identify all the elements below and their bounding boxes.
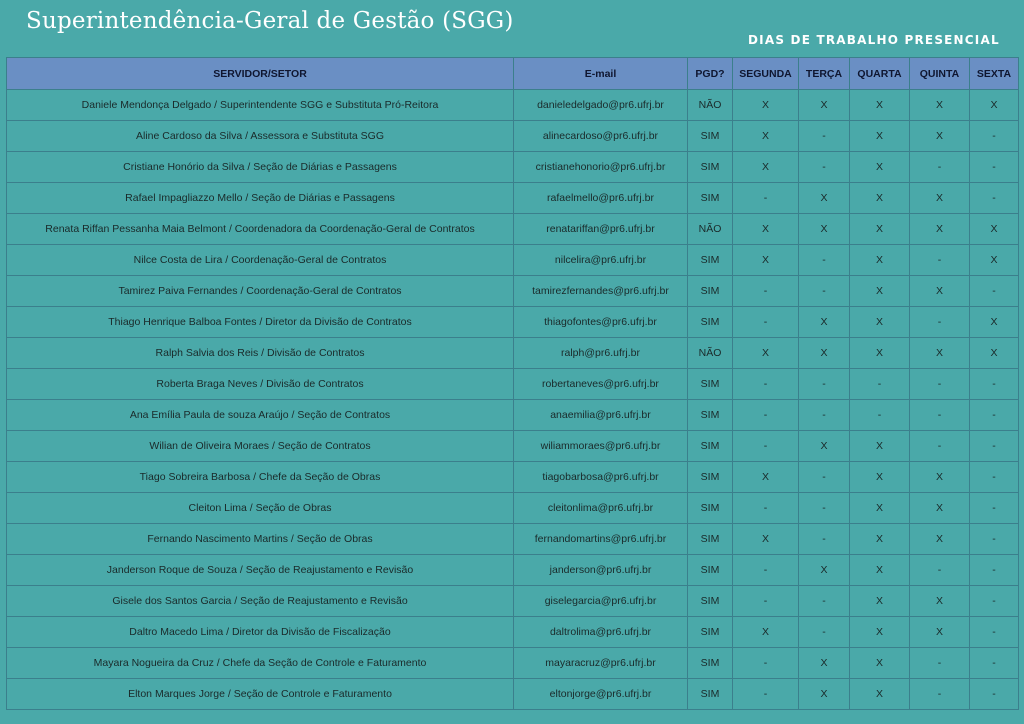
terca-cell: X [799, 214, 850, 245]
table-row [7, 462, 1019, 493]
segunda-cell: - [733, 493, 799, 524]
servidor-cell: Renata Riffan Pessanha Maia Belmont / Coordenadora da Coordenação-Geral de Contratos [7, 214, 514, 245]
segunda-cell: X [733, 245, 799, 276]
pgd-cell: SIM [688, 183, 733, 214]
quarta-cell: X [850, 617, 910, 648]
segunda-cell: X [733, 121, 799, 152]
sexta-cell: - [970, 121, 1019, 152]
pgd-cell: SIM [688, 276, 733, 307]
table-row [7, 307, 1019, 338]
pgd-cell: SIM [688, 524, 733, 555]
quinta-cell: X [910, 183, 970, 214]
segunda-cell: - [733, 369, 799, 400]
col-terca: TERÇA [799, 58, 850, 90]
quinta-cell: - [910, 555, 970, 586]
sexta-cell: - [970, 462, 1019, 493]
terca-cell: - [799, 276, 850, 307]
terca-cell: X [799, 679, 850, 710]
sexta-cell: - [970, 400, 1019, 431]
sexta-cell: - [970, 617, 1019, 648]
email-cell: mayaracruz@pr6.ufrj.br [514, 648, 688, 679]
segunda-cell: - [733, 555, 799, 586]
pgd-cell: SIM [688, 121, 733, 152]
email-cell: wiliammoraes@pr6.ufrj.br [514, 431, 688, 462]
terca-cell: - [799, 617, 850, 648]
segunda-cell: - [733, 276, 799, 307]
quarta-cell: X [850, 121, 910, 152]
terca-cell: - [799, 400, 850, 431]
sexta-cell: - [970, 555, 1019, 586]
section-subtitle: DIAS DE TRABALHO PRESENCIAL [748, 33, 1000, 47]
servidor-cell: Ana Emília Paula de souza Araújo / Seção de Contratos [7, 400, 514, 431]
email-cell: eltonjorge@pr6.ufrj.br [514, 679, 688, 710]
pgd-cell: NÃO [688, 214, 733, 245]
email-cell: thiagofontes@pr6.ufrj.br [514, 307, 688, 338]
quarta-cell: X [850, 245, 910, 276]
terca-cell: X [799, 183, 850, 214]
servidor-cell: Nilce Costa de Lira / Coordenação-Geral de Contratos [7, 245, 514, 276]
col-servidor: SERVIDOR/SETOR [7, 58, 514, 90]
sexta-cell: - [970, 493, 1019, 524]
quarta-cell: X [850, 214, 910, 245]
pgd-cell: SIM [688, 400, 733, 431]
sexta-cell: X [970, 307, 1019, 338]
segunda-cell: X [733, 524, 799, 555]
servidor-cell: Ralph Salvia dos Reis / Divisão de Contratos [7, 338, 514, 369]
sexta-cell: - [970, 431, 1019, 462]
table-row [7, 338, 1019, 369]
email-cell: robertaneves@pr6.ufrj.br [514, 369, 688, 400]
quarta-cell: X [850, 307, 910, 338]
terca-cell: X [799, 431, 850, 462]
table-row [7, 555, 1019, 586]
pgd-cell: NÃO [688, 90, 733, 121]
terca-cell: - [799, 152, 850, 183]
terca-cell: - [799, 245, 850, 276]
quarta-cell: X [850, 90, 910, 121]
email-cell: cristianehonorio@pr6.ufrj.br [514, 152, 688, 183]
table-row [7, 152, 1019, 183]
sexta-cell: - [970, 524, 1019, 555]
pgd-cell: SIM [688, 369, 733, 400]
segunda-cell: X [733, 462, 799, 493]
table-row [7, 214, 1019, 245]
quinta-cell: X [910, 462, 970, 493]
servidor-cell: Cleiton Lima / Seção de Obras [7, 493, 514, 524]
col-sexta: SEXTA [970, 58, 1019, 90]
servidor-cell: Mayara Nogueira da Cruz / Chefe da Seção de Controle e Faturamento [7, 648, 514, 679]
table-row [7, 276, 1019, 307]
col-pgd: PGD? [688, 58, 733, 90]
quarta-cell: X [850, 338, 910, 369]
quarta-cell: X [850, 183, 910, 214]
sexta-cell: - [970, 152, 1019, 183]
servidor-cell: Janderson Roque de Souza / Seção de Reajustamento e Revisão [7, 555, 514, 586]
email-cell: ralph@pr6.ufrj.br [514, 338, 688, 369]
quarta-cell: X [850, 524, 910, 555]
email-cell: rafaelmello@pr6.ufrj.br [514, 183, 688, 214]
quinta-cell: - [910, 152, 970, 183]
servidor-cell: Daltro Macedo Lima / Diretor da Divisão de Fiscalização [7, 617, 514, 648]
pgd-cell: SIM [688, 431, 733, 462]
email-cell: giselegarcia@pr6.ufrj.br [514, 586, 688, 617]
terca-cell: X [799, 555, 850, 586]
schedule-table [6, 57, 1019, 710]
table-row [7, 493, 1019, 524]
pgd-cell: SIM [688, 679, 733, 710]
segunda-cell: - [733, 307, 799, 338]
quinta-cell: - [910, 369, 970, 400]
pgd-cell: SIM [688, 586, 733, 617]
col-email: E-mail [514, 58, 688, 90]
sexta-cell: X [970, 214, 1019, 245]
email-cell: danieledelgado@pr6.ufrj.br [514, 90, 688, 121]
quinta-cell: X [910, 90, 970, 121]
table-row [7, 648, 1019, 679]
segunda-cell: X [733, 214, 799, 245]
email-cell: renatariffan@pr6.ufrj.br [514, 214, 688, 245]
email-cell: daltrolima@pr6.ufrj.br [514, 617, 688, 648]
table-row [7, 431, 1019, 462]
quarta-cell: - [850, 369, 910, 400]
servidor-cell: Fernando Nascimento Martins / Seção de Obras [7, 524, 514, 555]
page-title: Superintendência-Geral de Gestão (SGG) [26, 8, 514, 34]
email-cell: fernandomartins@pr6.ufrj.br [514, 524, 688, 555]
terca-cell: - [799, 493, 850, 524]
table-row [7, 369, 1019, 400]
segunda-cell: - [733, 679, 799, 710]
table-row [7, 183, 1019, 214]
table-row [7, 679, 1019, 710]
quarta-cell: X [850, 586, 910, 617]
table-body [7, 90, 1019, 710]
quinta-cell: - [910, 307, 970, 338]
segunda-cell: X [733, 152, 799, 183]
servidor-cell: Tiago Sobreira Barbosa / Chefe da Seção de Obras [7, 462, 514, 493]
quarta-cell: X [850, 493, 910, 524]
segunda-cell: - [733, 183, 799, 214]
segunda-cell: - [733, 431, 799, 462]
servidor-cell: Tamirez Paiva Fernandes / Coordenação-Geral de Contratos [7, 276, 514, 307]
quinta-cell: X [910, 338, 970, 369]
email-cell: nilcelira@pr6.ufrj.br [514, 245, 688, 276]
quinta-cell: X [910, 493, 970, 524]
servidor-cell: Aline Cardoso da Silva / Assessora e Substituta SGG [7, 121, 514, 152]
terca-cell: X [799, 90, 850, 121]
terca-cell: X [799, 338, 850, 369]
pgd-cell: SIM [688, 617, 733, 648]
table-row [7, 90, 1019, 121]
quarta-cell: X [850, 431, 910, 462]
email-cell: anaemilia@pr6.ufrj.br [514, 400, 688, 431]
sexta-cell: - [970, 183, 1019, 214]
pgd-cell: NÃO [688, 338, 733, 369]
servidor-cell: Daniele Mendonça Delgado / Superintendente SGG e Substituta Pró-Reitora [7, 90, 514, 121]
sexta-cell: - [970, 586, 1019, 617]
quarta-cell: X [850, 462, 910, 493]
segunda-cell: - [733, 400, 799, 431]
quinta-cell: - [910, 245, 970, 276]
quinta-cell: - [910, 648, 970, 679]
table-row [7, 400, 1019, 431]
table-row [7, 245, 1019, 276]
terca-cell: - [799, 462, 850, 493]
pgd-cell: SIM [688, 555, 733, 586]
quinta-cell: - [910, 431, 970, 462]
terca-cell: - [799, 369, 850, 400]
sexta-cell: - [970, 276, 1019, 307]
quarta-cell: X [850, 276, 910, 307]
servidor-cell: Elton Marques Jorge / Seção de Controle e Faturamento [7, 679, 514, 710]
email-cell: cleitonlima@pr6.ufrj.br [514, 493, 688, 524]
servidor-cell: Gisele dos Santos Garcia / Seção de Reajustamento e Revisão [7, 586, 514, 617]
table-row [7, 121, 1019, 152]
col-quinta: QUINTA [910, 58, 970, 90]
sexta-cell: - [970, 679, 1019, 710]
email-cell: alinecardoso@pr6.ufrj.br [514, 121, 688, 152]
servidor-cell: Rafael Impagliazzo Mello / Seção de Diárias e Passagens [7, 183, 514, 214]
terca-cell: X [799, 307, 850, 338]
servidor-cell: Roberta Braga Neves / Divisão de Contratos [7, 369, 514, 400]
terca-cell: - [799, 586, 850, 617]
quinta-cell: X [910, 524, 970, 555]
col-quarta: QUARTA [850, 58, 910, 90]
col-segunda: SEGUNDA [733, 58, 799, 90]
quarta-cell: X [850, 555, 910, 586]
table-row [7, 617, 1019, 648]
email-cell: janderson@pr6.ufrj.br [514, 555, 688, 586]
table-header-row [7, 58, 1019, 90]
table-row [7, 586, 1019, 617]
sexta-cell: - [970, 648, 1019, 679]
sexta-cell: - [970, 369, 1019, 400]
segunda-cell: - [733, 648, 799, 679]
quinta-cell: X [910, 214, 970, 245]
quinta-cell: - [910, 400, 970, 431]
quinta-cell: - [910, 679, 970, 710]
servidor-cell: Thiago Henrique Balboa Fontes / Diretor da Divisão de Contratos [7, 307, 514, 338]
servidor-cell: Wilian de Oliveira Moraes / Seção de Contratos [7, 431, 514, 462]
quinta-cell: X [910, 586, 970, 617]
quarta-cell: - [850, 400, 910, 431]
segunda-cell: X [733, 90, 799, 121]
table-row [7, 524, 1019, 555]
terca-cell: - [799, 524, 850, 555]
quinta-cell: X [910, 276, 970, 307]
sexta-cell: X [970, 90, 1019, 121]
pgd-cell: SIM [688, 493, 733, 524]
segunda-cell: - [733, 586, 799, 617]
sexta-cell: X [970, 338, 1019, 369]
sexta-cell: X [970, 245, 1019, 276]
email-cell: tiagobarbosa@pr6.ufrj.br [514, 462, 688, 493]
quarta-cell: X [850, 679, 910, 710]
quarta-cell: X [850, 152, 910, 183]
pgd-cell: SIM [688, 152, 733, 183]
segunda-cell: X [733, 338, 799, 369]
servidor-cell: Cristiane Honório da Silva / Seção de Diárias e Passagens [7, 152, 514, 183]
quinta-cell: X [910, 617, 970, 648]
pgd-cell: SIM [688, 462, 733, 493]
quinta-cell: X [910, 121, 970, 152]
email-cell: tamirezfernandes@pr6.ufrj.br [514, 276, 688, 307]
terca-cell: - [799, 121, 850, 152]
pgd-cell: SIM [688, 648, 733, 679]
pgd-cell: SIM [688, 245, 733, 276]
quarta-cell: X [850, 648, 910, 679]
segunda-cell: X [733, 617, 799, 648]
pgd-cell: SIM [688, 307, 733, 338]
terca-cell: X [799, 648, 850, 679]
